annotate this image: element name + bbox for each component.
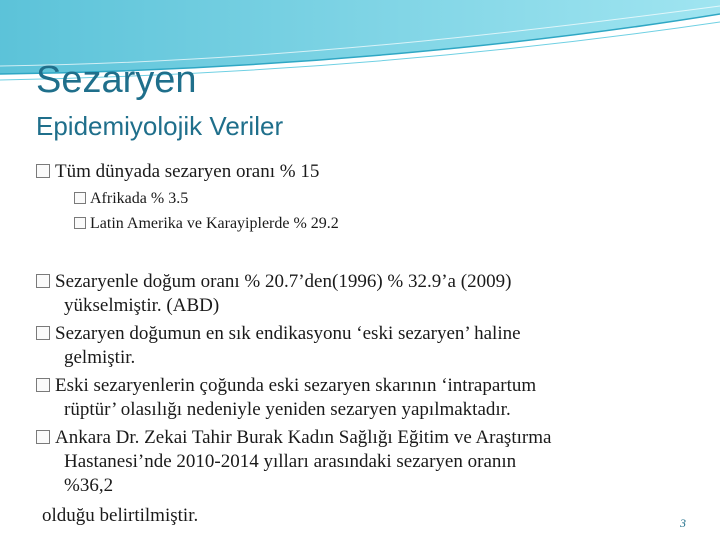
- bullet-world-rate: [36, 160, 319, 184]
- bullet-ankara: [36, 426, 551, 450]
- bullet-text: Tüm dünyada sezaryen oranı % 15: [55, 161, 320, 182]
- bullet-usa-rate: [36, 270, 511, 294]
- page-number: 3: [680, 516, 686, 530]
- bullet-marker-icon: [74, 192, 86, 204]
- bullet-marker-icon: [36, 274, 50, 288]
- bullet-indication: [36, 322, 521, 346]
- bullet-continuation: %36,2: [64, 475, 114, 496]
- subbullet-latin-america: [74, 213, 339, 234]
- bullet-continuation: rüptür’ olasılığı nedeniyle yeniden sezaryen yapılmaktadır.: [64, 399, 511, 420]
- bullet-text: Eski sezaryenlerin çoğunda eski sezaryen skarının ‘intrapartum: [55, 375, 537, 396]
- bullet-marker-icon: [74, 217, 86, 229]
- bullet-continuation: Hastanesi’nde 2010-2014 yılları arasındaki sezaryen oranın: [64, 451, 517, 472]
- bullet-continuation: yükselmiştir. (ABD): [64, 295, 220, 316]
- slide-title: Sezaryen: [36, 59, 197, 101]
- bullet-text: Sezaryenle doğum oranı % 20.7’den(1996) % 32.9’a (2009): [55, 271, 512, 292]
- bullet-text: Sezaryen doğumun en sık endikasyonu ‘eski sezaryen’ haline: [55, 323, 521, 344]
- bullet-marker-icon: [36, 164, 50, 178]
- bullet-rupture: [36, 374, 536, 398]
- subbullet-text: Afrikada % 3.5: [90, 190, 189, 207]
- bullet-text: Ankara Dr. Zekai Tahir Burak Kadın Sağlığı Eğitim ve Araştırma: [55, 427, 552, 448]
- subbullet-text: Latin Amerika ve Karayiplerde % 29.2: [90, 215, 339, 232]
- bullet-continuation: gelmiştir.: [64, 347, 136, 368]
- subbullet-africa: [74, 188, 188, 209]
- slide-subtitle: Epidemiyolojik Veriler: [36, 111, 284, 141]
- closing-line: olduğu belirtilmiştir.: [42, 505, 199, 526]
- bullet-marker-icon: [36, 378, 50, 392]
- bullet-marker-icon: [36, 430, 50, 444]
- bullet-marker-icon: [36, 326, 50, 340]
